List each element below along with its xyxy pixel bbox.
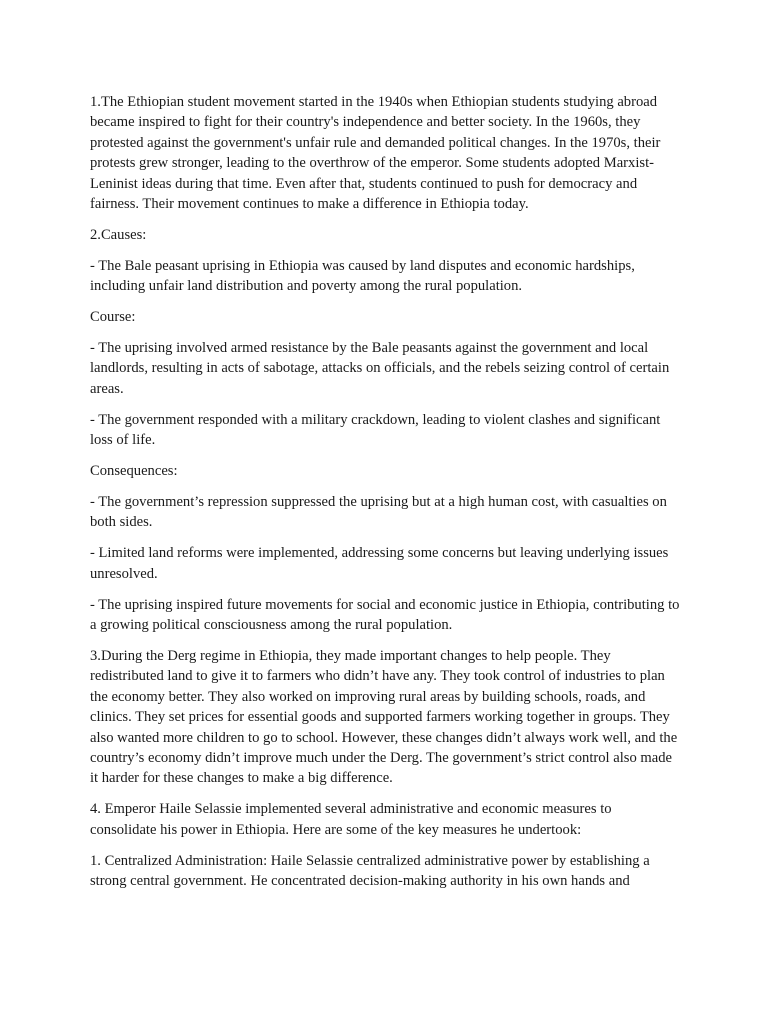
heading-consequences: Consequences: xyxy=(90,463,178,480)
paragraph-student-movement: 1.The Ethiopian student movement started in the 1940s when Ethiopian students studying abroad became inspired to fight for their country's independence and better society. In the 1960s, they protested against the government's unfair rule and demanded political changes. In the 1970s, their protests grew stronger, leading to the overthrow of the emperor. Some students adopted Marxist-Leninist ideas during that time. Even after that, students continued to push for democracy and fairness. Their movement continues to make a difference in Ethiopia today. xyxy=(90,94,661,213)
heading-course: Course: xyxy=(90,309,136,326)
document-body xyxy=(90,92,680,902)
paragraph-causes-land-disputes: - The Bale peasant uprising in Ethiopia was caused by land disputes and economic hardships, including unfair land distribution and poverty among the rural population. xyxy=(90,257,635,295)
paragraph-consequences-land-reforms: - Limited land reforms were implemented, addressing some concerns but leaving underlying issues unresolved. xyxy=(90,545,669,582)
paragraph-centralized-administration: 1. Centralized Administration: Haile Selassie centralized administrative power by establishing a strong central government. He concentrated decision-making authority in his own hands and xyxy=(90,852,650,889)
paragraph-consequences-future-movements: - The uprising inspired future movements for social and economic justice in Ethiopia, contributing to a growing political consciousness among the rural population. xyxy=(90,596,680,634)
paragraph-haile-selassie-intro: 4. Emperor Haile Selassie implemented several administrative and economic measures to consolidate his power in Ethiopia. Here are some of the key measures he undertook: xyxy=(90,801,612,838)
paragraph-consequences-repression: - The government’s repression suppressed the uprising but at a high human cost, with casualties on both sides. xyxy=(90,494,667,531)
heading-causes: 2.Causes: xyxy=(90,226,147,243)
paragraph-derg-regime: 3.During the Derg regime in Ethiopia, they made important changes to help people. They redistributed land to give it to farmers who didn’t have any. They took control of industries to plan the economy better. They also worked on improving rural areas by building schools, roads, and clinics. They set prices for essential goods and supported farmers working together in groups. They also wanted more children to go to school. However, these changes didn’t always work well, and the country’s economy didn’t improve much under the Derg. The government’s strict control also made it harder for these changes to make a big difference. xyxy=(90,647,678,787)
paragraph-course-armed-resistance: - The uprising involved armed resistance by the Bale peasants against the government and local landlords, resulting in acts of sabotage, attacks on officials, and the rebels seizing control of certain areas. xyxy=(90,340,670,397)
paragraph-course-crackdown: - The government responded with a military crackdown, leading to violent clashes and significant loss of life. xyxy=(90,411,661,449)
